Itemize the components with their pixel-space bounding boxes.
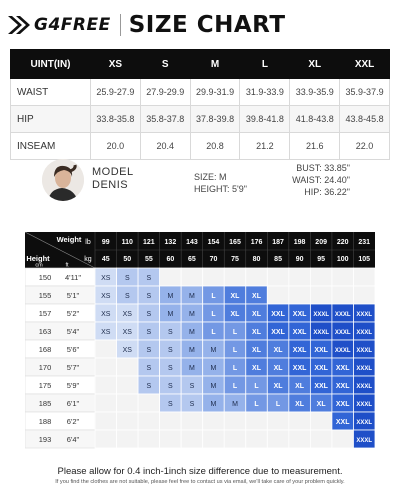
model-label-line2: DENIS	[92, 179, 129, 191]
size-cell-label: M	[232, 401, 238, 408]
height-cm-tick: 185	[38, 399, 52, 408]
table-cell: 20.8	[190, 133, 240, 160]
size-cell-label: XXL	[335, 419, 350, 426]
empty-cell	[95, 358, 117, 376]
height-row-header	[25, 286, 95, 304]
size-cell-label: XXXL	[313, 312, 329, 318]
empty-cell	[224, 268, 246, 286]
height-ft-tick: 5'6"	[66, 345, 80, 354]
size-cell-label: L	[254, 401, 259, 408]
size-cell-label: XXXL	[356, 366, 373, 372]
height-cm-tick: 193	[38, 435, 52, 444]
height-cm-tick: 155	[38, 291, 52, 300]
size-cell-label: S	[146, 365, 152, 372]
size-cell-label: S	[168, 347, 173, 354]
empty-cell	[117, 430, 139, 448]
table-cell: 33.9-35.9	[290, 79, 340, 106]
empty-cell	[310, 412, 332, 430]
measurement-note: Please allow for 0.4 inch-1inch size difference due to measurement.	[57, 466, 343, 477]
size-cell-label: S	[146, 275, 152, 282]
height-axis-label: Height	[26, 254, 50, 263]
size-cell-label: S	[146, 383, 152, 390]
size-header-l: L	[240, 50, 290, 79]
size-cell-label: L	[211, 311, 216, 318]
weight-kg-tick: 45	[101, 256, 110, 263]
weight-lb-tick: 132	[164, 239, 177, 246]
unit-header: UINT(IN)	[11, 50, 91, 79]
size-cell-label: XXXL	[334, 312, 351, 318]
empty-cell	[289, 286, 311, 304]
size-cell-label: XS	[122, 329, 132, 336]
brand-logo	[6, 14, 111, 36]
size-cell-label: XL	[273, 347, 283, 354]
empty-cell	[267, 286, 289, 304]
height-cm-tick: 188	[38, 417, 52, 426]
weight-kg-tick: 105	[358, 256, 371, 263]
size-cell-label: XL	[252, 329, 262, 336]
size-cell-label: XS	[122, 311, 132, 318]
size-cell-label: M	[189, 311, 195, 318]
height-ft-tick: 5'2"	[66, 309, 80, 318]
size-cell-label: M	[167, 293, 174, 300]
weight-kg-tick: 80	[252, 256, 261, 263]
height-ft-tick: 6'2"	[66, 417, 80, 426]
size-grid	[25, 232, 375, 450]
weight-lb-tick: 176	[250, 239, 263, 246]
size-cell-label: XL	[295, 401, 305, 408]
size-cell-label: M	[210, 401, 217, 408]
table-cell: 31.9-33.9	[240, 79, 290, 106]
table-row-inseam	[11, 133, 390, 160]
height-row-header	[25, 394, 95, 412]
empty-cell	[267, 430, 289, 448]
weight-lb-tick: 121	[143, 239, 155, 246]
height-ft-tick: 5'9"	[66, 381, 80, 390]
height-label: HEIGHT:	[194, 184, 230, 194]
size-cell-label: S	[124, 275, 130, 282]
size-cell-label: XXL	[335, 401, 350, 408]
table-cell: 21.2	[240, 133, 290, 160]
size-cell-label: XXXL	[356, 348, 373, 354]
table-cell: 21.6	[290, 133, 340, 160]
row-label: HIP	[11, 106, 91, 133]
height-ft-tick: 5'1"	[66, 291, 80, 300]
empty-cell	[117, 412, 139, 430]
weight-lb-tick: 154	[207, 239, 220, 246]
size-cell-label: XS	[122, 347, 132, 354]
size-header-xxl: XXL	[340, 50, 390, 79]
size-cell-label: S	[168, 401, 173, 408]
size-header-s: S	[140, 50, 190, 79]
size-value: M	[219, 172, 227, 182]
size-cell-label: L	[211, 329, 216, 336]
empty-cell	[160, 412, 182, 430]
size-cell-label: L	[232, 329, 238, 336]
size-cell-label: S	[189, 383, 195, 390]
height-row-header	[25, 304, 95, 322]
height-ft-tick: 5'7"	[66, 363, 80, 372]
model-size-info	[194, 171, 247, 195]
height-cm-tick: 157	[38, 309, 52, 318]
empty-cell	[246, 430, 268, 448]
size-cell-label: L	[232, 365, 238, 372]
size-cell-label: XXL	[292, 329, 307, 336]
size-cell-label: XXL	[314, 347, 328, 354]
empty-cell	[246, 412, 268, 430]
unit-kg: kg	[84, 256, 92, 263]
unit-lb: lb	[85, 239, 91, 246]
table-cell: 41.8-43.8	[290, 106, 340, 133]
size-cell-label: XXL	[292, 347, 307, 354]
empty-cell	[203, 430, 225, 448]
size-cell-label: S	[146, 347, 152, 354]
size-cell-label: XXXL	[334, 330, 351, 336]
table-cell: 29.9-31.9	[190, 79, 240, 106]
weight-kg-tick: 90	[295, 256, 304, 263]
size-cell-label: L	[275, 401, 281, 408]
size-cell-label: XL	[316, 401, 326, 408]
height-ft-tick: 6'4"	[66, 435, 80, 444]
brand-name: G4FREE	[34, 15, 111, 35]
header-divider	[120, 14, 121, 36]
model-portrait-icon	[42, 159, 84, 201]
size-grid-svg	[25, 232, 375, 450]
size-label: SIZE:	[194, 172, 217, 182]
size-cell-label: XL	[252, 365, 262, 372]
size-cell-label: XL	[230, 311, 240, 318]
table-cell: 27.9-29.9	[140, 79, 190, 106]
unit-ft: ft	[65, 262, 69, 269]
weight-lb-tick: 99	[101, 239, 110, 246]
size-header-xl: XL	[290, 50, 340, 79]
weight-axis-label: Weight	[56, 235, 82, 244]
size-cell-label: XXL	[271, 329, 285, 336]
model-measurements	[270, 162, 350, 198]
size-cell-label: S	[189, 401, 195, 408]
height-row-header	[25, 358, 95, 376]
unit-cm: cm	[35, 262, 43, 269]
size-cell-label: XXL	[314, 365, 328, 372]
weight-lb-tick: 143	[186, 239, 198, 246]
size-cell-label: XL	[273, 383, 283, 390]
weight-kg-tick: 100	[336, 256, 349, 263]
empty-cell	[332, 430, 354, 448]
size-cell-label: L	[254, 383, 259, 390]
size-cell-label: XXXL	[356, 402, 373, 408]
size-cell-label: S	[168, 383, 173, 390]
size-cell-label: M	[210, 365, 217, 372]
table-cell: 35.9-37.9	[340, 79, 390, 106]
size-cell-label: XXXL	[356, 438, 373, 444]
empty-cell	[117, 376, 139, 394]
size-cell-label: XXL	[314, 383, 328, 390]
size-cell-label: XXXL	[356, 420, 373, 426]
table-cell: 25.9-27.9	[91, 79, 141, 106]
empty-cell	[203, 412, 225, 430]
height-row-header	[25, 376, 95, 394]
weight-kg-tick: 85	[274, 256, 282, 263]
empty-cell	[138, 394, 160, 412]
empty-cell	[224, 430, 246, 448]
empty-cell	[181, 430, 203, 448]
size-cell-label: XS	[101, 275, 111, 282]
model-hip: HIP: 36.22"	[304, 187, 350, 197]
weight-lb-tick: 165	[229, 239, 241, 246]
empty-cell	[310, 286, 332, 304]
empty-cell	[160, 430, 182, 448]
row-label: WAIST	[11, 79, 91, 106]
table-row-hip	[11, 106, 390, 133]
empty-cell	[181, 268, 203, 286]
size-cell-label: XL	[252, 311, 262, 318]
weight-lb-tick: 220	[336, 239, 349, 246]
empty-cell	[95, 394, 117, 412]
empty-cell	[332, 286, 354, 304]
header	[6, 12, 394, 38]
empty-cell	[138, 430, 160, 448]
empty-cell	[160, 268, 182, 286]
height-row-header	[25, 340, 95, 358]
empty-cell	[332, 268, 354, 286]
size-header-xs: XS	[91, 50, 141, 79]
size-cell-label: XXXL	[313, 330, 329, 336]
size-cell-label: M	[189, 365, 195, 372]
model-waist: WAIST: 24.40"	[292, 175, 350, 185]
size-cell-label: M	[189, 293, 195, 300]
empty-cell	[289, 268, 311, 286]
height-value: 5'9"	[232, 184, 247, 194]
empty-cell	[353, 286, 375, 304]
empty-cell	[289, 430, 311, 448]
size-cell-label: XL	[252, 293, 262, 300]
size-cell-label: XS	[101, 311, 111, 318]
brand-chevron-icon	[6, 14, 32, 36]
size-cell-label: L	[211, 293, 216, 300]
table-cell: 35.8-37.8	[140, 106, 190, 133]
model-label-line1: MODEL	[92, 166, 134, 178]
size-cell-label: S	[146, 293, 152, 300]
height-ft-tick: 5'4"	[66, 327, 80, 336]
weight-kg-tick: 65	[188, 256, 196, 263]
weight-lb-tick: 198	[293, 239, 306, 246]
weight-lb-tick: 231	[358, 239, 371, 246]
empty-cell	[95, 430, 117, 448]
size-cell-label: S	[168, 365, 173, 372]
size-cell-label: M	[189, 329, 195, 336]
size-cell-label: XS	[101, 293, 111, 300]
size-cell-label: XXXL	[356, 312, 373, 318]
size-cell-label: XL	[252, 347, 262, 354]
height-cm-tick: 163	[38, 327, 52, 336]
size-cell-label: M	[210, 383, 217, 390]
weight-kg-tick: 75	[231, 256, 239, 263]
model-bust: BUST: 33.85"	[296, 163, 350, 173]
size-cell-label: XXL	[292, 365, 307, 372]
model-info	[34, 157, 374, 209]
size-cell-label: XXXL	[356, 384, 373, 390]
model-name	[92, 166, 134, 192]
size-header-m: M	[190, 50, 240, 79]
height-cm-tick: 170	[38, 363, 52, 372]
table-cell: 37.8-39.8	[190, 106, 240, 133]
size-cell-label: XL	[273, 365, 283, 372]
table-cell: 20.4	[140, 133, 190, 160]
empty-cell	[310, 268, 332, 286]
empty-cell	[289, 412, 311, 430]
size-cell-label: XXL	[271, 311, 285, 318]
table-cell: 43.8-45.8	[340, 106, 390, 133]
size-cell-label: XXXL	[356, 330, 373, 336]
empty-cell	[310, 430, 332, 448]
weight-lb-tick: 110	[121, 239, 133, 246]
height-row-header	[25, 430, 95, 448]
size-cell-label: M	[210, 347, 217, 354]
size-cell-label: M	[167, 311, 174, 318]
empty-cell	[117, 394, 139, 412]
model-avatar	[42, 159, 84, 201]
height-cm-tick: 175	[38, 381, 52, 390]
empty-cell	[181, 412, 203, 430]
size-cell-label: XL	[295, 383, 305, 390]
table-row-waist	[11, 79, 390, 106]
weight-kg-tick: 95	[317, 256, 326, 263]
size-cell-label: S	[146, 329, 152, 336]
row-label: INSEAM	[11, 133, 91, 160]
size-cell-label: XXXL	[334, 348, 351, 354]
weight-kg-tick: 50	[123, 256, 132, 263]
size-cell-label: S	[124, 293, 130, 300]
weight-kg-tick: 60	[166, 256, 175, 263]
empty-cell	[267, 268, 289, 286]
table-cell: 22.0	[340, 133, 390, 160]
empty-cell	[203, 268, 225, 286]
size-cell-label: XXL	[292, 311, 307, 318]
size-cell-label: M	[189, 347, 195, 354]
table-cell: 39.8-41.8	[240, 106, 290, 133]
empty-cell	[246, 268, 268, 286]
page-title: SIZE CHART	[128, 12, 286, 38]
height-row-header	[25, 322, 95, 340]
weight-kg-tick: 70	[209, 256, 218, 263]
weight-lb-tick: 209	[315, 239, 327, 246]
measurement-header-row	[11, 50, 390, 79]
empty-cell	[267, 412, 289, 430]
measurement-table	[10, 49, 390, 160]
empty-cell	[138, 412, 160, 430]
empty-cell	[117, 358, 139, 376]
size-cell-label: XXL	[335, 383, 350, 390]
height-cm-tick: 168	[38, 345, 52, 354]
size-cell-label: XS	[101, 329, 111, 336]
size-cell-label: L	[232, 347, 238, 354]
contact-note: If you find the clothes are not suitable, please feel free to contact us via email, we'll take care of your problem quickly.	[55, 479, 345, 485]
height-row-header	[25, 412, 95, 430]
empty-cell	[353, 268, 375, 286]
weight-lb-tick: 187	[272, 239, 284, 246]
empty-cell	[224, 412, 246, 430]
size-cell-label: XL	[230, 293, 240, 300]
size-cell-label: S	[146, 311, 152, 318]
table-cell: 33.8-35.8	[91, 106, 141, 133]
size-cell-label: XXL	[335, 365, 350, 372]
height-ft-tick: 6'1"	[66, 399, 80, 408]
height-ft-tick: 4'11"	[64, 273, 82, 282]
height-cm-tick: 150	[38, 273, 52, 282]
size-cell-label: S	[168, 329, 173, 336]
size-cell-label: L	[232, 383, 238, 390]
weight-kg-tick: 55	[144, 256, 153, 263]
table-cell: 20.0	[91, 133, 141, 160]
empty-cell	[95, 412, 117, 430]
height-row-header	[25, 268, 95, 286]
empty-cell	[95, 340, 117, 358]
empty-cell	[95, 376, 117, 394]
